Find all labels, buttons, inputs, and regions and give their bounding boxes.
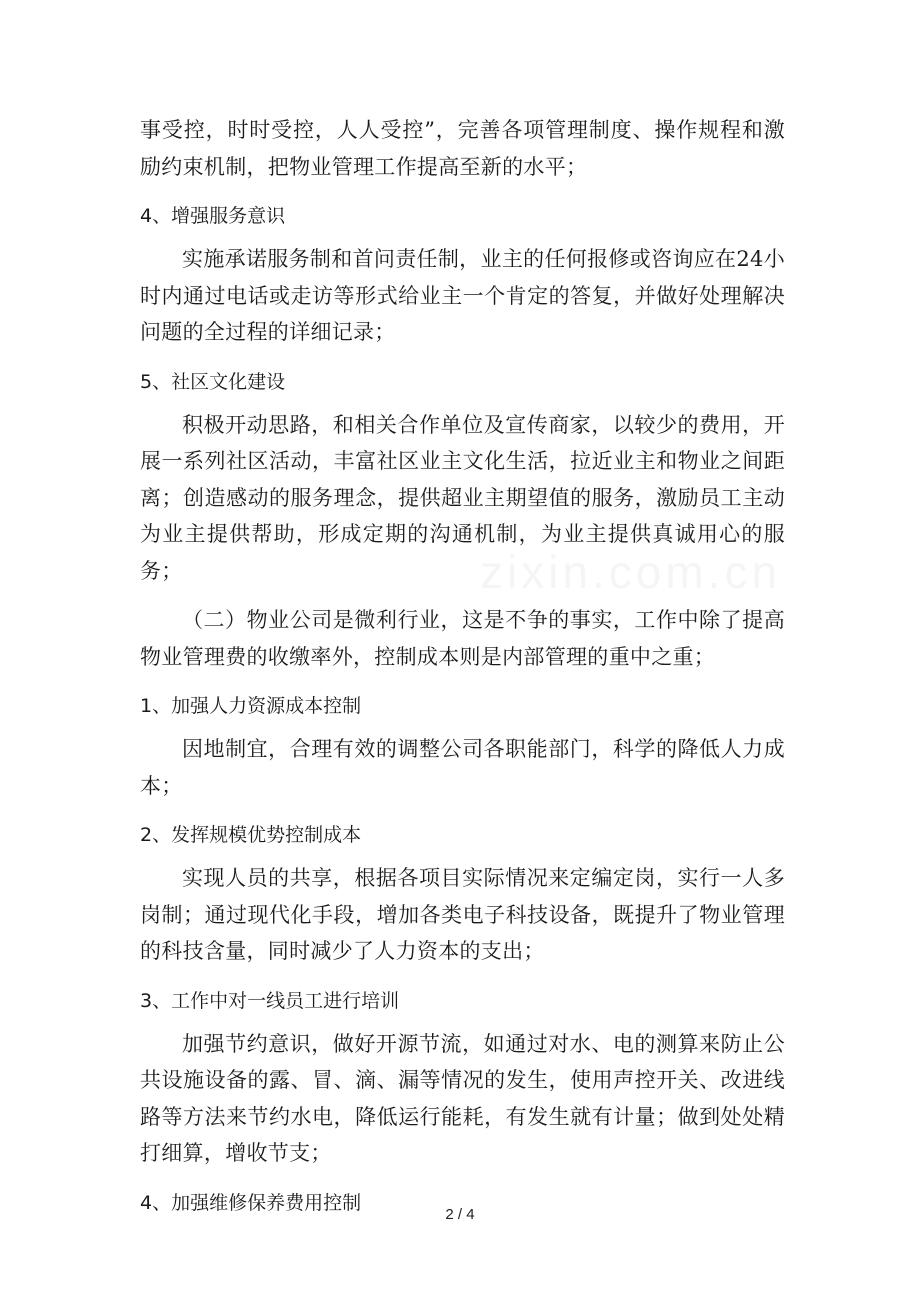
- paragraph-community-culture: 积极开动思路，和相关合作单位及宣传商家，以较少的费用，开展一系列社区活动，丰富社区业主文化生活，拉近业主和物业之间距离；创造感动的服务理念，提供超业主期望值的服务，激励员工主动为业主提供帮助，形成定期的沟通机制，为业主提供真诚用心的服务；: [140, 412, 785, 583]
- page-number: 2 / 4: [445, 1206, 475, 1223]
- document-body: [140, 112, 785, 1228]
- paragraph-service-awareness: 实施承诺服务制和首问责任制，业主的任何报修或咨询应在24小时内通过电话或走访等形式给业主一个肯定的答复，并做好处理解决问题的全过程的详细记录；: [140, 247, 785, 344]
- section-heading-4: 4、增强服务意识: [140, 205, 286, 227]
- paragraph-hr-cost: 因地制宜，合理有效的调整公司各职能部门，科学的降低人力成本；: [140, 737, 785, 798]
- section-heading-1: 1、加强人力资源成本控制: [140, 695, 362, 717]
- paragraph-scale-advantage: 实现人员的共享，根据各项目实际情况来定编定岗，实行一人多岗制；通过现代化手段，增加各类电子科技设备，既提升了物业管理的科技含量，同时减少了人力资本的支出；: [140, 866, 785, 963]
- paragraph-cost-control-intro: （二）物业公司是微利行业，这是不争的事实，工作中除了提高物业管理费的收缴率外，控制成本则是内部管理的重中之重；: [140, 608, 785, 669]
- section-heading-2: 2、发挥规模优势控制成本: [140, 824, 362, 846]
- section-heading-5: 5、社区文化建设: [140, 370, 286, 393]
- watermark: zixin.com.cn: [480, 546, 782, 598]
- section-heading-4-maintenance: 4、加强维修保养费用控制: [140, 1191, 362, 1214]
- paragraph-continuation: 事受控，时时受控，人人受控”，完善各项管理制度、操作规程和激励约束机制，把物业管理工作提高至新的水平；: [140, 118, 785, 179]
- paragraph-staff-training: 加强节约意识，做好开源节流，如通过对水、电的测算来防止公共设施设备的露、冒、滴、漏等情况的发生，使用声控开关、改进线路等方法来节约水电，降低运行能耗，有发生就有计量；做到处处精打细算，增收节支；: [140, 1031, 785, 1165]
- section-heading-3: 3、工作中对一线员工进行培训: [140, 989, 400, 1012]
